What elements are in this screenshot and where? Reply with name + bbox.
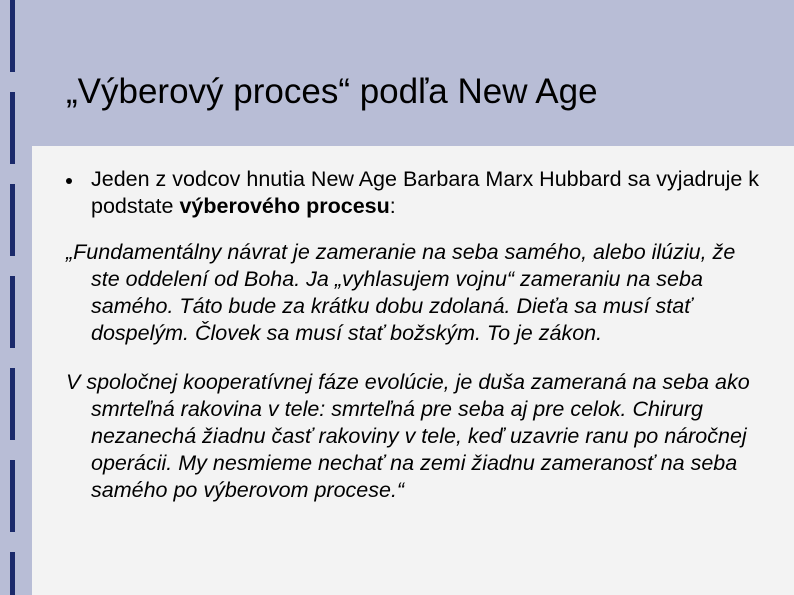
- bullet-text-before: Jeden z vodcov hnutia New Age Barbara Marx Hubbard sa vyjadruje k podstate: [91, 167, 760, 218]
- accent-bar: [10, 276, 15, 348]
- accent-bar: [10, 460, 15, 532]
- quote-paragraph-2: V spoločnej kooperatívnej fáze evolúcie, je duša zameraná na seba ako smrteľná rakovina v tele: smrteľná pre seba aj pre celok. Chirurg nezanechá žiadnu časť rakoviny v tele, keď uzavrie ranu po náročnej operácii. My nesmieme nechať na zemi žiadnu zameranosť na seba samého po výberovom procese.“: [66, 370, 750, 502]
- bullet-text-after: :: [389, 194, 396, 218]
- accent-bar: [10, 92, 15, 164]
- quote-paragraph-1: „Fundamentálny návrat je zameranie na seba samého, alebo ilúziu, že ste oddelení od Boha. Ja „vyhlasujem vojnu“ zameraniu na seba samého. Táto bude za krátku dobu zdolaná. Dieťa sa musí stať dospelým. Človek sa musí stať božským. To je zákon.: [66, 240, 736, 345]
- bullet-bold-text: výberového procesu: [179, 194, 390, 218]
- slide-body: [66, 166, 766, 504]
- bullet-item: [66, 166, 766, 220]
- left-accent-bars: [0, 0, 20, 595]
- accent-bar: [10, 184, 15, 256]
- bullet-dot-icon: [66, 178, 72, 184]
- accent-bar: [10, 368, 15, 440]
- accent-bar: [10, 0, 15, 72]
- bullet-text: [91, 167, 759, 218]
- accent-bar: [10, 552, 15, 595]
- slide-title: „Výberový proces“ podľa New Age: [66, 72, 598, 111]
